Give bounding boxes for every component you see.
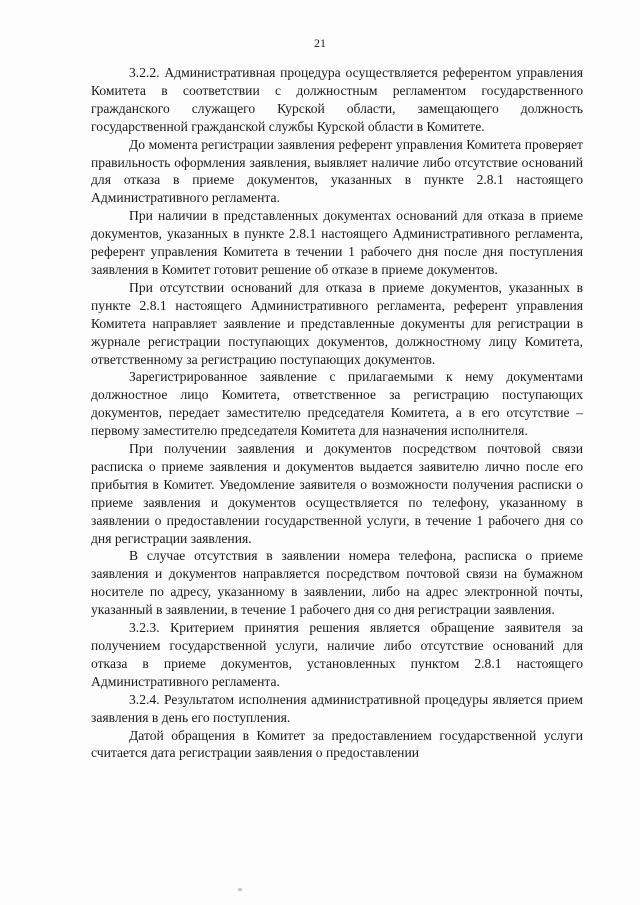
paragraph-application-date: Датой обращения в Комитет за предоставлением государственной услуги считается дата регистрации заявления о предоставлении [91,727,583,761]
paragraph-3-2-2: 3.2.2. Административная процедура осуществляется референтом управления Комитета в соответствии с должностным регламентом государственного гражданского служащего Курской области, замещающего должность государственной гражданской службы Курской области в Комитете. [91,65,583,134]
paragraph-3-2-4: 3.2.4. Результатом исполнения административной процедуры является прием заявления в день его поступления. [91,691,583,725]
scan-speck [238,888,242,891]
paragraph-registration-check: До момента регистрации заявления референт управления Комитета проверяет правильность оформления заявления, выявляет наличие либо отсутствие оснований для отказа в приеме документов, указанных в пункте 2.8.1 настоящего Административного регламента. [91,136,583,206]
paragraph-registered-application: Зарегистрированное заявление с прилагаемыми к нему документами должностное лицо Комитета, ответственное за регистрацию поступающих документов, передает заместителю председателя Комитета, а в его отсутствие – первому заместителю председателя Комитета для назначения исполнителя. [91,369,583,439]
page-number: 21 [314,36,326,50]
paragraph-refusal-grounds-absent: При отсутствии оснований для отказа в приеме документов, указанных в пункте 2.8.1 настоящего Административного регламента, референт управления Комитета направляет заявление и представленные документы для регистрации в журнале регистрации поступающих документов, должностному лицу Комитета, ответственному за регистрацию поступающих документов. [91,279,583,367]
paragraph-no-phone: В случае отсутствия в заявлении номера телефона, расписка о приеме заявления и документов направляется посредством почтовой связи на бумажном носителе по адресу, указанному в заявлении, либо на адрес электронной почты, указанный в заявлении, в течение 1 рабочего дня со дня регистрации заявления. [91,548,583,618]
document-body [91,64,583,762]
paragraph-refusal-grounds-present: При наличии в представленных документах оснований для отказа в приеме документов, указанных в пункте 2.8.1 настоящего Административного регламента, референт управления Комитета в течении 1 рабочего дня после дня поступления заявления в Комитет готовит решение об отказе в приеме документов. [91,208,583,277]
paragraph-3-2-3: 3.2.3. Критерием принятия решения является обращение заявителя за получением государственной услуги, наличие либо отсутствие оснований для отказа в приеме документов, установленных пунктом 2.8.1 настоящего Административного регламента. [91,620,583,689]
paragraph-postal-receipt: При получении заявления и документов посредством почтовой связи расписка о приеме заявления и документов выдается заявителю лично после его прибытия в Комитет. Уведомление заявителя о возможности получения расписки о приеме заявления и документов осуществляется по телефону, указанному в заявлении о предоставлении государственной услуги, в течение 1 рабочего дня со дня регистрации заявления. [91,441,583,546]
